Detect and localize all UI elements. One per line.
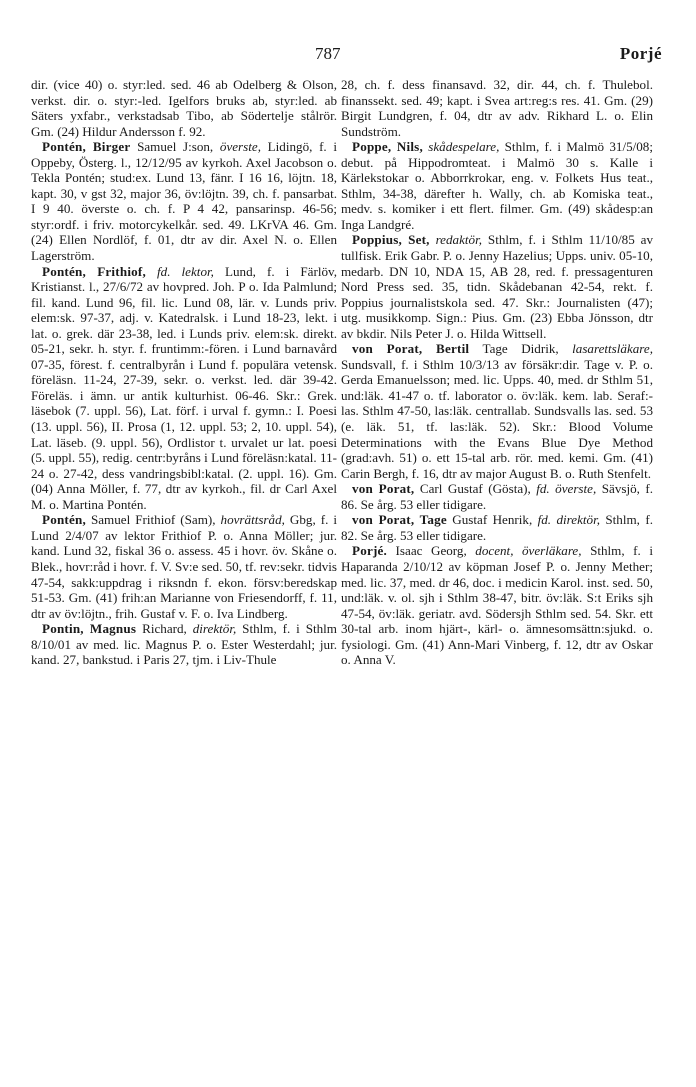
entry-given-names: Tage Didrik, (469, 341, 573, 357)
entry-name: Pontén, (42, 512, 86, 528)
entry-text: Gbg, f. i Lund 2/4/07 av lektor Frithiof P. o. Anna Möller; jur. kand. Lund 32, fiskal 36 o. assess. 45 i hovr. öv. Skåne o. Blek., hovr:råd i hovr. f. V. Sv:e sed. 50, tf. rev:sekr. tidvis 47-54, sakk:uppdrag i riksndn f. ekon. försv:beredskap 51-53. Gm. (41) frih:an Marianne von Friesendorff, f. 11, dtr av öv:löjtn., frih. Gustaf v. F. o. Iva Lindberg. (31, 512, 337, 621)
entry-title: skådespelare, (428, 139, 500, 155)
entry-text: Lund, f. i Färlöv, Kristianst. l., 27/6/72 av hovpred. Joh. P o. Ida Palmlund; fil. kand. Lund 96, fil. lic. Lund 08, lär. v. Lunds priv. elem:sk. 97-37, adj. v. Katedralsk. i Lund 18-23, lekt. i lat. o. grek. där 23-38, led. i Lunds priv. elem:sk. direkt. 05-21, sekr. h. styr. f. fruntimm:-fören. i Lund barnavård 07-35, förest. f. centralbyrån i Lund f. populära vetensk. föreläsn. 11-24, 27-39, sekr. o. verkst. led. där 39-42. Föreläs. i ämn. ur antik kulturhist. 06-46. Skr.: Grek. läsebok (7. uppl. 56), Lat. förf. i urval f. gymn.: I. Poesi (13. uppl. 56), II. Prosa (1, 12. uppl. 53; 2, 10. uppl. 54), Lat. läseb. (9. uppl. 56), Ordlistor t. urvalet ur lat. poesi (5. uppl. 55), redig. centr:byråns i Lund föreläsn:katal. 11-24 o. 27-42, dess vandringsbibl:katal. (2. uppl. 16). Gm. (04) Anna Möller, f. 77, dtr av kyrkoh., fil. dr Carl Axel M. o. Martina Pontén. (31, 263, 337, 512)
biography-entry (31, 621, 337, 668)
entry-text: Sthlm, f. i Haparanda 2/10/12 av köpman Josef P. o. Jenny Mether; med. lic. 37, med. dr 46, doc. i medicin Karol. inst. sed. 50, und:läk. v. ol. sjh i Sthlm 38-47, bitr. öv:läk. S:t Eriks sjh 47-54, öv:läk. geriatr. avd. Södersjh Sthlm sed. 54. Skr. ett 30-tal arb. inom hjärt-, kärl- o. ämnesomsättn:sjukd. o. fysiologi. Gm. (41) Ann-Mari Vinberg, f. 12, dtr av Oskar o. Anna V. (341, 543, 653, 668)
entry-title: docent, överläkare, (475, 543, 582, 559)
entry-name: von Porat, (352, 481, 415, 497)
biography-entry (341, 481, 653, 512)
running-head: Porjé (619, 44, 662, 63)
entry-given-names: Samuel J:son, (130, 139, 220, 155)
entry-given-names (146, 264, 157, 279)
entry-title: direktör, (192, 621, 237, 637)
entry-text: Sävsjö, f. 86. Se årg. 53 eller tidigare. (341, 481, 654, 512)
entry-given-names: Carl Gustaf (Gösta), (414, 481, 537, 497)
biography-entry (31, 264, 337, 513)
entry-title: redaktör, (435, 232, 482, 248)
page-number: 787 (315, 44, 341, 63)
entry-given-names: Richard, (136, 621, 193, 637)
left-column (31, 77, 337, 668)
entry-name: von Porat, Bertil (352, 341, 470, 357)
entry-name: Pontin, Magnus (42, 621, 137, 637)
page-header (0, 44, 696, 68)
entry-title: hovrättsråd, (220, 512, 285, 528)
biography-entry (31, 512, 337, 621)
entry-given-names: Samuel Frithiof (Sam), (85, 512, 221, 528)
entry-name: Pontén, Birger (42, 139, 131, 155)
entry-text: Lidingö, f. i Oppeby, Österg. l., 12/12/95 av kyrkoh. Axel Jacobson o. Tekla Pontén; stud:ex. Lund 13, fänr. I 16 16, löjtn. 18, kapt. 30, v gst 32, major 36, öv:löjtn. 39, ch. f. pansarbat. I 9 40. överste o. ch. f. P 4 42, pansarinsp. 46-56; styr:ordf. i friv. motorcykelkår. sed. 49. LKrVA 46. Gm. (24) Ellen Nordlöf, f. 01, dtr av dir. Axel N. o. Ellen Lagerström. (31, 139, 338, 264)
entry-given-names: Isaac Georg, (387, 543, 476, 559)
entry-continuation (341, 77, 653, 139)
biography-entry (341, 543, 653, 667)
entry-title: överste, (219, 139, 261, 155)
entry-title: fd. direktör, (537, 512, 600, 528)
entry-title: fd. överste, (536, 481, 597, 497)
entry-name: Porjé. (352, 543, 388, 559)
entry-name: Pontén, Frithiof, (42, 263, 146, 279)
entry-continuation (31, 77, 337, 139)
entry-text: 28, ch. f. dess finansavd. 32, dir. 44, ch. f. Thulebol. finanssekt. sed. 49; kapt. i Svea art:reg:s res. 41. Gm. (29) Birgit Lundgren, f. 04, dtr av adv. Rikhard L. o. Elin Sundström. (341, 77, 653, 139)
entry-name: Poppe, Nils, (352, 139, 423, 155)
biography-entry (31, 139, 337, 263)
right-column (341, 77, 653, 668)
entry-text: Sundsvall, f. i Sthlm 10/3/13 av försäkr:dir. Tage v. P. o. Gerda Emanuelsson; med. lic. Upps. 40, med. dr Sthlm 51, und:läk. 41-47 o. tf. laborator o. öv:läk. kem. lab. Seraf:-las. Sthlm 47-50, las:läk. centrallab. Sundsvalls las. sed. 53 (e. läk. 51, tf. las:läk. 52). Skr.: Blood Volume Determinations with the Evans Blue Dye Method (grad:avh. 51) o. ett 15-tal arb. rör. med. kemi. Gm. (41) Carin Bergh, f. 16, dtr av major August B. o. Ruth Stenfelt. (341, 356, 653, 481)
entry-text: Sthlm, f. i Malmö 31/5/08; debut. på Hippodromteat. i Malmö 30 s. Kalle i Kärlekstokar o. Abborrkrokar, eng. v. Folkets Hus teat., Sthlm, 34-38, därefter h. Wally, ch. ab Komiska teat., medv. s. komiker i ett flert. filmer. Gm. (49) skådesp:an Inga Landgré. (341, 139, 653, 232)
biography-entry (341, 232, 653, 341)
entry-given-names: Gustaf Henrik, (446, 512, 538, 528)
entry-title: fd. lektor, (157, 263, 214, 279)
biography-entry (341, 341, 653, 481)
entry-name: von Porat, Tage (352, 512, 447, 528)
entry-title: lasarettsläkare, (572, 341, 653, 357)
entry-text: Sthlm, f. i Sthlm 8/10/01 av med. lic. Magnus P. o. Ester Westerdahl; jur. kand. 27, bankstud. i Paris 27, tjm. i Liv-Thule (31, 621, 337, 668)
entry-text: dir. (vice 40) o. styr:led. sed. 46 ab Odelberg & Olson, verkst. dir. o. styr:-led. Igelfors bruks ab, styr:led. ab Säters yxfabr., verkstadsab Tibo, ab Södertelje stålrör. Gm. (24) Hildur Andersson f. 92. (31, 77, 337, 139)
biography-entry (341, 512, 653, 543)
entry-name: Poppius, Set, (352, 232, 430, 248)
entry-text: Sthlm, f. i Sthlm 11/10/85 av tullfisk. Erik Gabr. P. o. Jenny Hazelius; Upps. univ. 05-10, medarb. DN 10, NDA 15, AB 28, red. f. pressagenturen Nord Press sed. 35, tidn. Skådebanan 42-54, rekt. f. Poppius journalistskola sed. 47. Skr.: Journalisten (47); utg. musikkomp. Sign.: Pius. Gm. (23) Ebba Jönsson, dtr av bkdir. Nils Peter J. o. Hilda Wittsell. (341, 232, 654, 341)
biography-entry (341, 139, 653, 232)
entry-text: Sthlm, f. 82. Se årg. 53 eller tidigare. (341, 512, 653, 543)
